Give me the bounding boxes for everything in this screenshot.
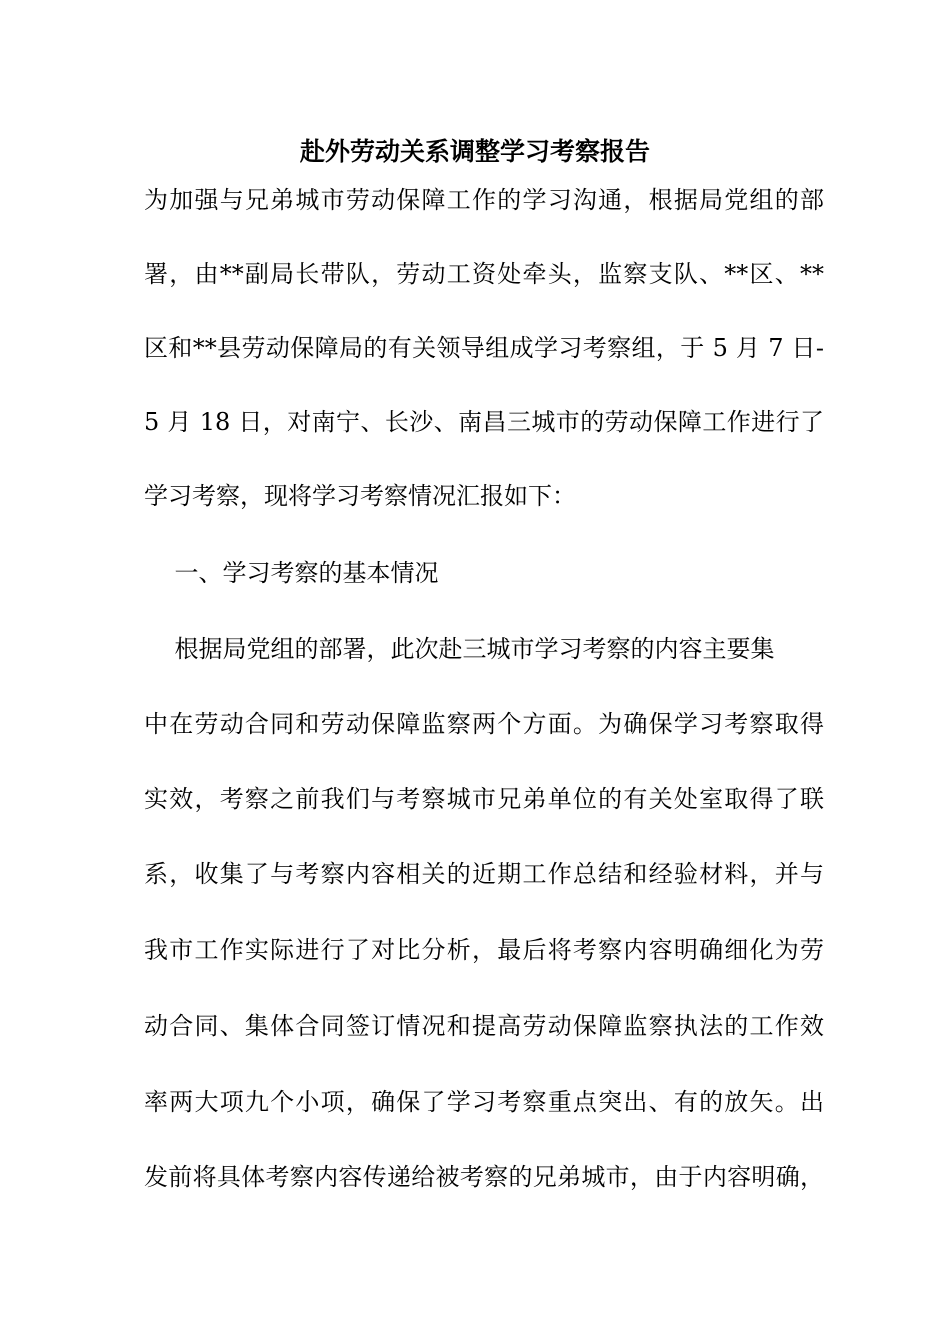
section-heading: 一、学习考察的基本情况 <box>144 559 439 587</box>
paragraph-line: 署，由**副局长带队，劳动工资处牵头，监察支队、**区、** <box>144 260 824 288</box>
paragraph-line: 系，收集了与考察内容相关的近期工作总结和经验材料，并与 <box>144 860 824 888</box>
paragraph-line: 区和**县劳动保障局的有关领导组成学习考察组，于 5 月 7 日- <box>144 334 824 362</box>
paragraph-line: 率两大项九个小项，确保了学习考察重点突出、有的放矢。出 <box>144 1088 824 1116</box>
paragraph-line: 为加强与兄弟城市劳动保障工作的学习沟通，根据局党组的部 <box>144 186 824 214</box>
paragraph-line: 根据局党组的部署，此次赴三城市学习考察的内容主要集 <box>144 635 775 663</box>
paragraph-line: 发前将具体考察内容传递给被考察的兄弟城市，由于内容明确， <box>144 1163 824 1191</box>
paragraph-line: 中在劳动合同和劳动保障监察两个方面。为确保学习考察取得 <box>144 710 824 738</box>
paragraph-line: 实效，考察之前我们与考察城市兄弟单位的有关处室取得了联 <box>144 785 824 813</box>
paragraph-line: 动合同、集体合同签订情况和提高劳动保障监察执法的工作效 <box>144 1012 824 1040</box>
paragraph-line: 5 月 18 日，对南宁、长沙、南昌三城市的劳动保障工作进行了 <box>144 408 824 436</box>
document-title: 赴外劳动关系调整学习考察报告 <box>299 137 650 166</box>
paragraph-line: 我市工作实际进行了对比分析，最后将考察内容明确细化为劳 <box>144 936 824 964</box>
paragraph-line: 学习考察，现将学习考察情况汇报如下： <box>144 482 576 510</box>
